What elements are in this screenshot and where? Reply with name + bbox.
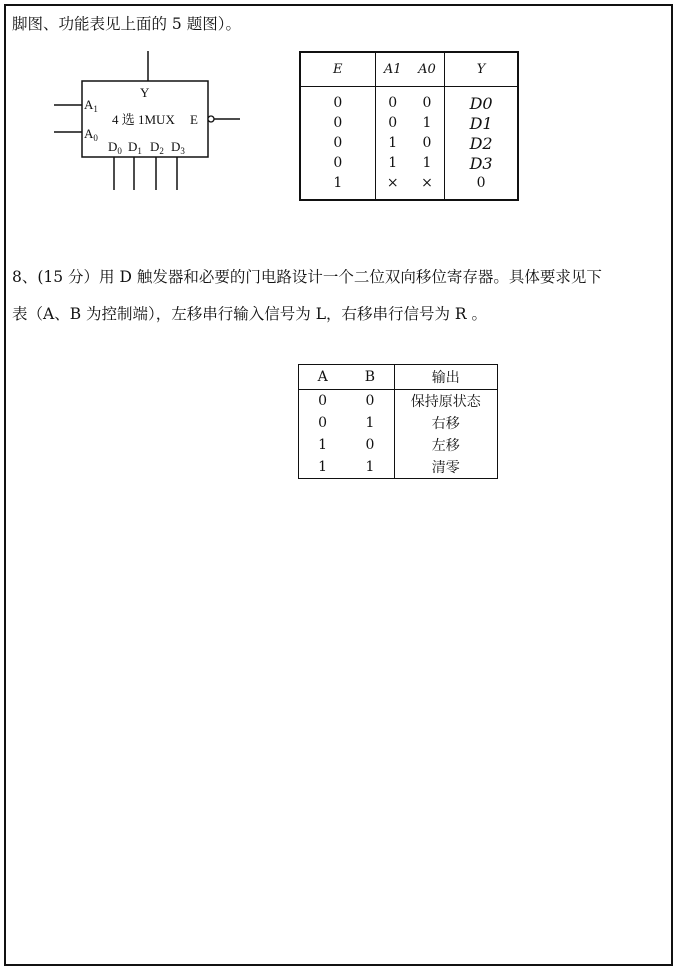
intro-text: 脚图、功能表见上面的 5 题图）。: [12, 15, 241, 33]
d1-label: $D_1$: [128, 139, 142, 156]
a0-label: $A_0$: [84, 126, 98, 143]
table-row: 0 0 保持原状态: [299, 390, 498, 413]
table-row: 0 0 0 D0: [300, 87, 518, 114]
d2-label: $D_2$: [150, 139, 164, 156]
header-a0: A0: [410, 52, 445, 87]
mux-label: 4 选 1MUX: [112, 112, 175, 127]
enable-label: E: [190, 112, 198, 127]
table-header-row: [299, 365, 498, 390]
mux-function-table: [299, 51, 519, 201]
d0-label: $D_0$: [108, 139, 122, 156]
d3-label: $D_3$: [171, 139, 185, 156]
question-line-2: 表（A、B 为控制端），左移串行输入信号为 L，右移串行信号为 R 。: [12, 305, 488, 323]
table-row: 0 1 1 D3: [300, 153, 518, 173]
header-a: A: [299, 365, 347, 390]
question-line-1: 8、(15 分）用 D 触发器和必要的门电路设计一个二位双向移位寄存器。具体要求见下: [12, 268, 602, 286]
header-b: B: [346, 365, 394, 390]
header-a1: A1: [375, 52, 410, 87]
enable-bubble: [208, 116, 214, 122]
a1-label: $A_1$: [84, 97, 98, 114]
table-row: 1 0 左移: [299, 434, 498, 456]
output-label: Y: [140, 85, 150, 100]
table-row: 0 1 0 D2: [300, 133, 518, 153]
header-output: 输出: [394, 365, 497, 390]
table-row: 0 1 右移: [299, 412, 498, 434]
table-row: 1 × × 0: [300, 173, 518, 200]
header-y: Y: [445, 52, 518, 87]
control-table: [298, 364, 498, 479]
table-header-row: [300, 52, 518, 87]
table-row: 1 1 清零: [299, 456, 498, 479]
table-row: 0 0 1 D1: [300, 113, 518, 133]
header-e: E: [300, 52, 375, 87]
